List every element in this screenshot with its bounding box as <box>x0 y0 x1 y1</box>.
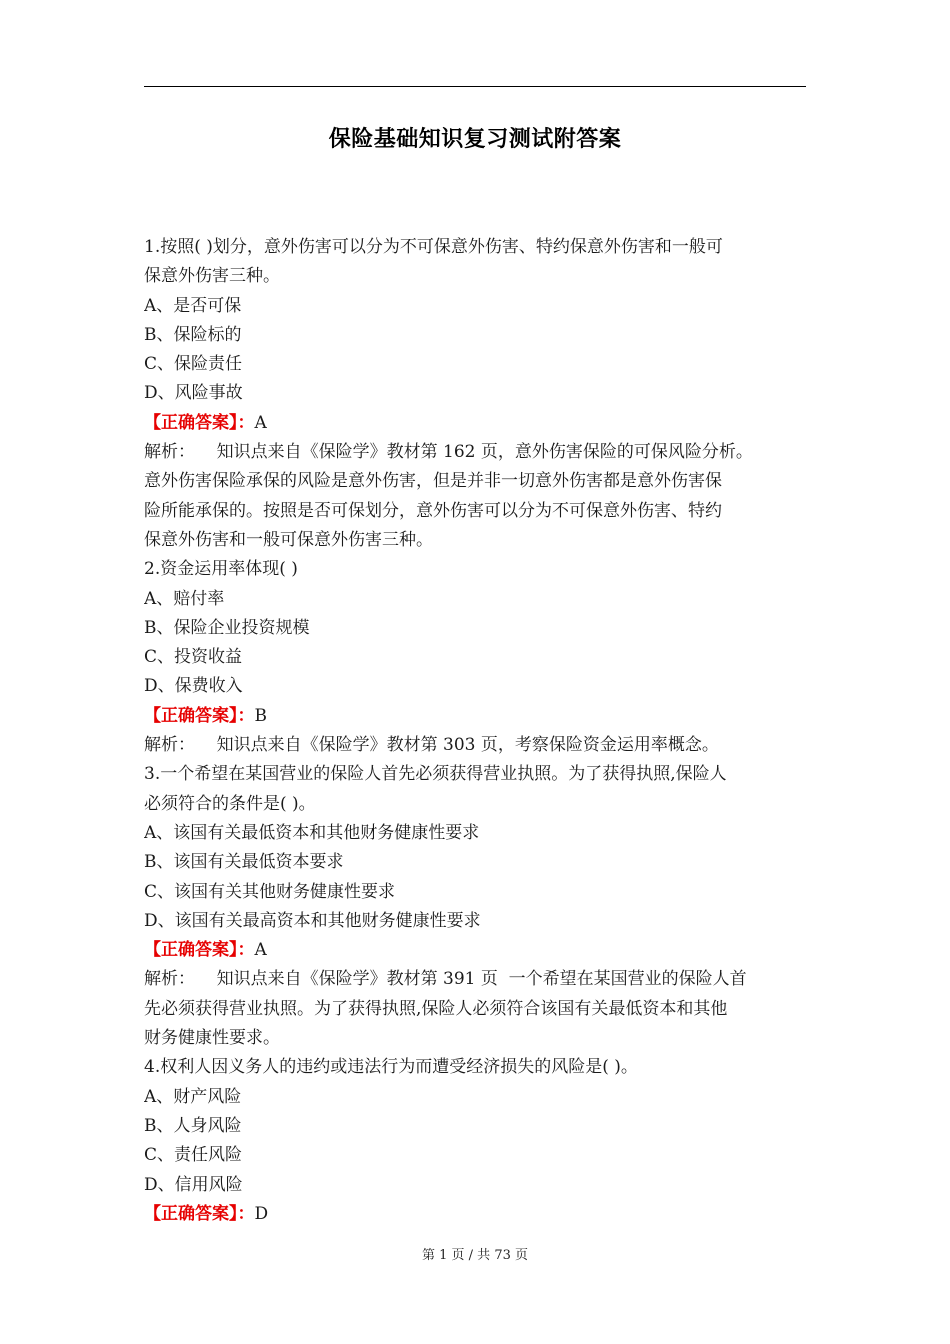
correct-answer-row <box>144 936 808 965</box>
page-footer: 第 1 页 / 共 73 页 <box>422 1248 528 1263</box>
question-block <box>144 233 808 555</box>
answer-option: D、保费收入 <box>144 676 243 697</box>
analysis-line: 先必须获得营业执照。为了获得执照,保险人必须符合该国有关最低资本和其他 <box>144 998 728 1019</box>
answer-option: B、该国有关最低资本要求 <box>144 852 344 873</box>
analysis-line: 保意外伤害和一般可保意外伤害三种。 <box>144 529 433 550</box>
answer-option: D、风险事故 <box>144 383 243 404</box>
answer-option: D、信用风险 <box>144 1174 243 1195</box>
question-stem-line: 1.按照( )划分，意外伤害可以分为不可保意外伤害、特约保意外伤害和一般可 <box>144 237 723 257</box>
answer-option: B、保险企业投资规模 <box>144 617 310 638</box>
answer-option: A、是否可保 <box>144 295 242 316</box>
answer-option: A、赔付率 <box>144 588 225 609</box>
analysis-line: 意外伤害保险承保的风险是意外伤害，但是并非一切意外伤害都是意外伤害保 <box>144 471 722 492</box>
answer-option: C、保险责任 <box>144 354 243 375</box>
analysis-line: 财务健康性要求。 <box>144 1028 280 1049</box>
question-block <box>144 555 808 760</box>
question-stem-line: 保意外伤害三种。 <box>144 266 280 287</box>
answer-option: C、该国有关其他财务健康性要求 <box>144 881 396 902</box>
answer-option: B、人身风险 <box>144 1115 242 1136</box>
correct-answer-row <box>144 409 808 438</box>
analysis-line: 解析： 知识点来自《保险学》教材第 162 页，意外伤害保险的可保风险分析。 <box>144 442 753 463</box>
question-list <box>144 233 808 1229</box>
correct-answer-row <box>144 702 808 731</box>
analysis-line: 解析： 知识点来自《保险学》教材第 303 页，考察保险资金运用率概念。 <box>144 735 719 756</box>
correct-answer-label: 【正确答案】： <box>144 940 255 961</box>
question-block <box>144 760 808 1053</box>
header-rule <box>144 86 806 87</box>
answer-option: A、财产风险 <box>144 1086 242 1107</box>
question-stem-line: 4.权利人因义务人的违约或违法行为而遭受经济损失的风险是( )。 <box>144 1057 638 1078</box>
correct-answer-label: 【正确答案】： <box>144 412 255 433</box>
analysis-line: 险所能承保的。按照是否可保划分，意外伤害可以分为不可保意外伤害、特约 <box>144 500 722 521</box>
answer-option: C、投资收益 <box>144 647 243 668</box>
question-stem-line: 3.一个希望在某国营业的保险人首先必须获得营业执照。为了获得执照,保险人 <box>144 764 727 785</box>
answer-option: C、责任风险 <box>144 1145 243 1166</box>
correct-answer-label: 【正确答案】： <box>144 705 255 726</box>
correct-answer-value: A <box>254 940 267 961</box>
answer-option: B、保险标的 <box>144 324 242 345</box>
correct-answer-value: D <box>254 1203 269 1224</box>
correct-answer-row <box>144 1200 808 1229</box>
page-title: 保险基础知识复习测试附答案 <box>328 126 622 152</box>
question-stem-line: 必须符合的条件是( )。 <box>144 793 316 814</box>
question-block <box>144 1053 808 1229</box>
answer-option: A、该国有关最低资本和其他财务健康性要求 <box>144 822 480 843</box>
question-stem-line: 2.资金运用率体现( ) <box>144 559 298 580</box>
correct-answer-label: 【正确答案】： <box>144 1203 255 1224</box>
answer-option: D、该国有关最高资本和其他财务健康性要求 <box>144 910 481 931</box>
correct-answer-value: A <box>254 412 267 433</box>
correct-answer-value: B <box>254 705 267 726</box>
analysis-line: 解析： 知识点来自《保险学》教材第 391 页 一个希望在某国营业的保险人首 <box>144 969 747 990</box>
